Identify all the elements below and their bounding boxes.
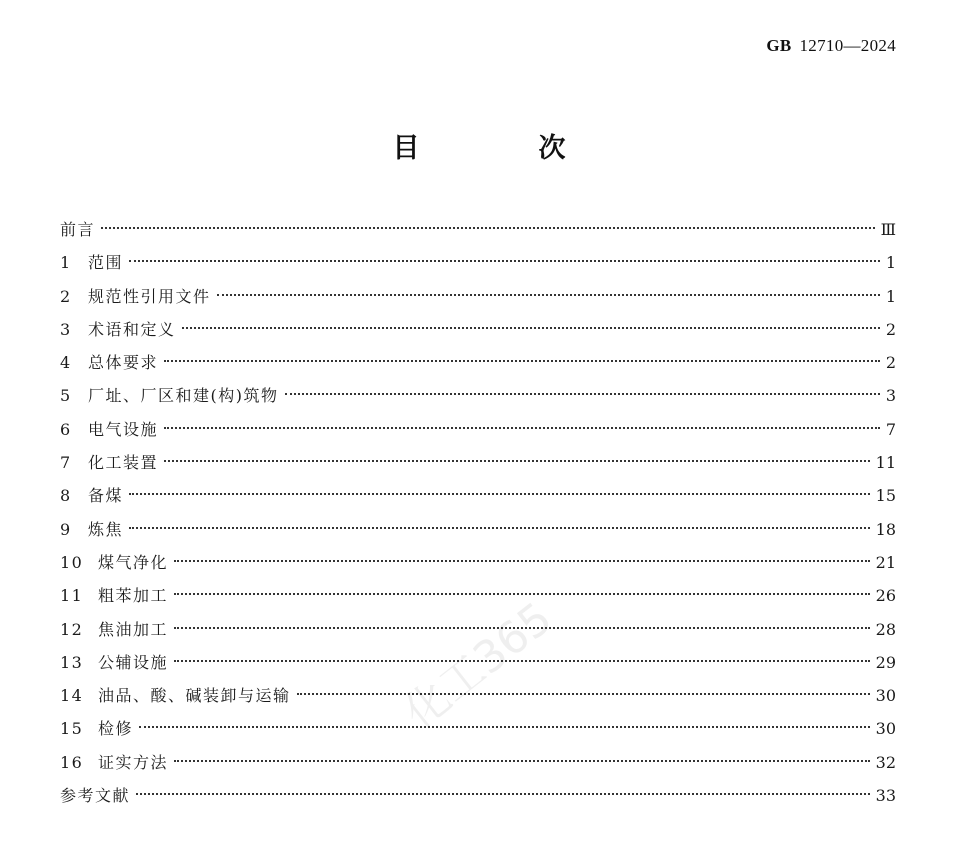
toc-dot-leader [217,294,880,296]
standard-code [766,36,896,56]
toc-dot-leader [174,560,870,562]
toc-entry[interactable] [60,280,896,313]
toc-dot-leader [164,427,880,429]
toc-entry-number: 13 [60,652,84,672]
toc-entry-number: 5 [60,386,72,406]
toc-dot-leader [174,627,870,629]
toc-entry-number: 6 [60,419,72,439]
toc-entry[interactable] [60,379,896,412]
toc-dot-leader [129,527,870,529]
toc-entry-page: 1 [885,286,896,306]
toc-entry-page: 18 [875,519,896,539]
toc-dot-leader [129,260,880,262]
toc-entry-number: 2 [60,286,72,306]
toc-entry[interactable] [60,613,896,646]
toc-entry-title: 总体要求 [88,353,159,373]
watermark: 化工365 [394,592,562,739]
toc-entry-number: 4 [60,353,72,373]
toc-entry-page: 11 [875,453,896,473]
toc-dot-leader [174,660,870,662]
toc-entry-page: 15 [875,486,896,506]
toc-dot-leader [174,593,870,595]
toc-dot-leader [101,227,875,229]
toc-entry-title: 粗苯加工 [98,586,169,606]
toc-entry-page: 30 [875,719,896,739]
toc-entry-page: 30 [875,686,896,706]
toc-entry-number: 10 [60,552,84,572]
toc-entry-number: 16 [60,752,84,772]
toc-dot-leader [174,760,870,762]
toc-dot-leader [285,393,880,395]
toc-entry-number: 15 [60,719,84,739]
toc-entry-title: 煤气净化 [98,552,169,572]
toc-entry-title: 规范性引用文件 [88,286,211,306]
toc-entry-page: 2 [885,353,896,373]
toc-entry-number: 1 [60,253,72,273]
toc-entry-number: 14 [60,686,84,706]
toc-entry-number: 11 [60,586,84,606]
toc-dot-leader [139,726,870,728]
toc-entry[interactable] [60,346,896,379]
toc-entry-page: 1 [885,253,896,273]
toc-dot-leader [164,460,870,462]
toc-entry-title: 范围 [88,253,124,273]
toc-entry[interactable] [60,479,896,512]
toc-entry-title: 焦油加工 [98,619,169,639]
toc-entry[interactable] [60,413,896,446]
toc-entry-number: 12 [60,619,84,639]
table-of-contents [60,213,896,812]
toc-entry[interactable] [60,579,896,612]
toc-entry-title: 备煤 [88,486,124,506]
toc-dot-leader [164,360,880,362]
toc-entry[interactable] [60,446,896,479]
toc-entry-title: 电气设施 [88,419,159,439]
toc-entry-page: 21 [875,552,896,572]
toc-entry-page: 2 [885,319,896,339]
toc-entry-number: 8 [60,486,72,506]
toc-entry-title: 油品、酸、碱装卸与运输 [98,686,291,706]
toc-dot-leader [129,493,870,495]
toc-entry[interactable] [60,779,896,812]
page-title: 目 次 [392,133,612,164]
toc-entry-number: 7 [60,453,72,473]
toc-dot-leader [136,793,870,795]
toc-entry[interactable] [60,746,896,779]
toc-entry[interactable] [60,313,896,346]
toc-entry-number: 9 [60,519,72,539]
toc-dot-leader [182,327,880,329]
toc-entry-title: 炼焦 [88,519,124,539]
toc-entry-title: 证实方法 [98,752,169,772]
toc-entry-number: 3 [60,319,72,339]
toc-entry-page: 33 [875,786,896,806]
toc-entry-page: 7 [885,419,896,439]
toc-entry-title: 参考文献 [60,786,131,806]
standard-number: 12710—2024 [799,36,896,55]
toc-entry[interactable] [60,646,896,679]
toc-entry-page: 29 [875,652,896,672]
toc-entry[interactable] [60,679,896,712]
toc-entry-title: 厂址、厂区和建(构)筑物 [88,386,279,406]
standard-prefix: GB [766,36,792,55]
toc-entry-page: 32 [875,752,896,772]
toc-entry[interactable] [60,246,896,279]
toc-entry-title: 前言 [60,220,96,239]
toc-entry-title: 化工装置 [88,453,159,473]
toc-entry-page: 26 [875,586,896,606]
toc-entry-page: 28 [875,619,896,639]
toc-entry[interactable] [60,513,896,546]
toc-entry-title: 检修 [98,719,134,739]
toc-entry-title: 公辅设施 [98,652,169,672]
toc-entry-page: Ⅲ [880,220,896,239]
toc-entry[interactable] [60,712,896,745]
toc-entry[interactable] [60,213,896,246]
toc-entry-page: 3 [885,386,896,406]
toc-entry-title: 术语和定义 [88,319,176,339]
toc-dot-leader [297,693,870,695]
toc-entry[interactable] [60,546,896,579]
